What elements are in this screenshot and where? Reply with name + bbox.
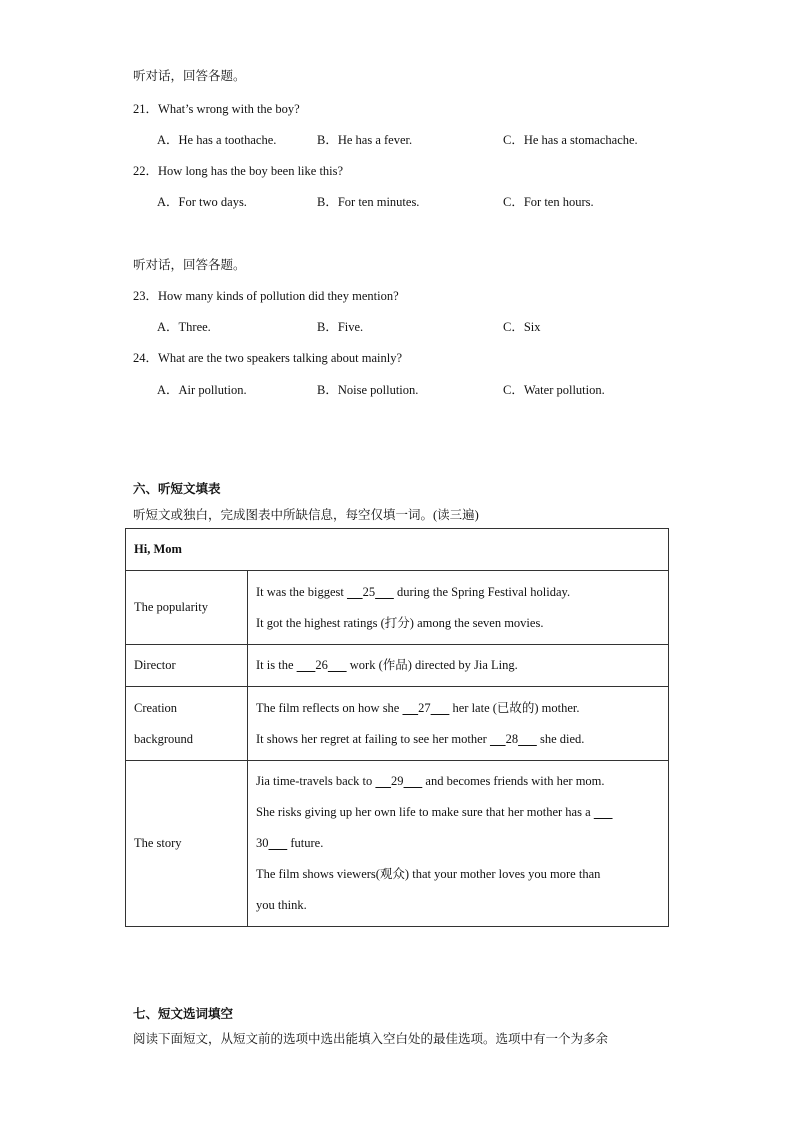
- cell-director: [248, 645, 669, 687]
- option-21-a[interactable]: A．He has a toothache.: [157, 133, 277, 147]
- question-number: 22．: [133, 164, 159, 178]
- text: The film shows viewers(观众) that your mother loves you more than: [256, 867, 601, 881]
- question-text: How many kinds of pollution did they mention?: [158, 289, 399, 303]
- text: she died.: [539, 731, 585, 746]
- option-24-b[interactable]: B．Noise pollution.: [317, 383, 419, 397]
- text: It was the biggest: [256, 584, 344, 599]
- question-24: [133, 348, 402, 366]
- question-text: What’s wrong with the boy?: [158, 102, 300, 116]
- blank-25[interactable]: 25: [362, 584, 376, 599]
- question-23: [133, 286, 399, 304]
- instruction-part1: 听对话，回答各题。: [133, 69, 246, 83]
- section7-instruction: 阅读下面短文，从短文前的选项中选出能填入空白处的最佳选项。选项中有一个为多余: [133, 1032, 609, 1046]
- text: during the Spring Festival holiday.: [396, 584, 571, 599]
- blank-26[interactable]: 26: [315, 658, 328, 672]
- label-creation: Creation background: [126, 687, 248, 761]
- table-header: Hi, Mom: [126, 529, 669, 571]
- text: work (作品) directed by Jia Ling.: [349, 658, 518, 672]
- blank-27[interactable]: 27: [418, 700, 431, 715]
- option-24-a[interactable]: A．Air pollution.: [157, 383, 247, 397]
- question-number: 23．: [133, 289, 159, 303]
- blank-28[interactable]: 28: [505, 731, 519, 746]
- text: It got the highest ratings (打分) among the seven movies.: [256, 615, 544, 630]
- option-23-a[interactable]: A．Three.: [157, 320, 211, 334]
- question-22: [133, 161, 343, 179]
- info-table: [125, 528, 669, 927]
- blank-30[interactable]: 30: [256, 836, 269, 850]
- question-number: 21．: [133, 102, 159, 116]
- option-22-a[interactable]: A．For two days.: [157, 195, 247, 209]
- text: her late (已故的) mother.: [452, 700, 580, 715]
- text: future.: [290, 836, 324, 850]
- text: The film reflects on how she: [256, 700, 400, 715]
- option-21-c[interactable]: C．He has a stomachache.: [503, 133, 638, 147]
- option-22-c[interactable]: C．For ten hours.: [503, 195, 594, 209]
- option-24-c[interactable]: C．Water pollution.: [503, 383, 605, 397]
- blank-29[interactable]: 29: [391, 774, 404, 788]
- option-21-b[interactable]: B．He has a fever.: [317, 133, 413, 147]
- option-23-c[interactable]: C．Six: [503, 320, 541, 334]
- section6-title: 六、听短文填表: [133, 482, 221, 496]
- text: She risks giving up her own life to make sure that her mother has a: [256, 805, 591, 819]
- text: and becomes friends with her mom.: [425, 774, 605, 788]
- text: It shows her regret at failing to see her mother: [256, 731, 487, 746]
- text: It is the: [256, 658, 294, 672]
- label-director: Director: [126, 645, 248, 687]
- option-23-b[interactable]: B．Five.: [317, 320, 364, 334]
- blank-30-start[interactable]: [594, 797, 613, 828]
- option-22-b[interactable]: B．For ten minutes.: [317, 195, 420, 209]
- question-text: What are the two speakers talking about mainly?: [158, 351, 403, 365]
- section6-instruction: 听短文或独白，完成图表中所缺信息，每空仅填一词。(读三遍): [133, 508, 479, 522]
- text: you think.: [256, 898, 307, 912]
- cell-popularity: [248, 571, 669, 645]
- section7-title: 七、短文选词填空: [133, 1007, 234, 1021]
- label-story: The story: [126, 761, 248, 927]
- label-popularity: The popularity: [126, 571, 248, 645]
- question-number: 24．: [133, 351, 159, 365]
- text: Jia time-travels back to: [256, 774, 373, 788]
- cell-story: [248, 761, 669, 927]
- instruction-part2: 听对话，回答各题。: [133, 258, 246, 272]
- question-text: How long has the boy been like this?: [158, 164, 344, 178]
- question-21: [133, 99, 300, 117]
- cell-creation: [248, 687, 669, 761]
